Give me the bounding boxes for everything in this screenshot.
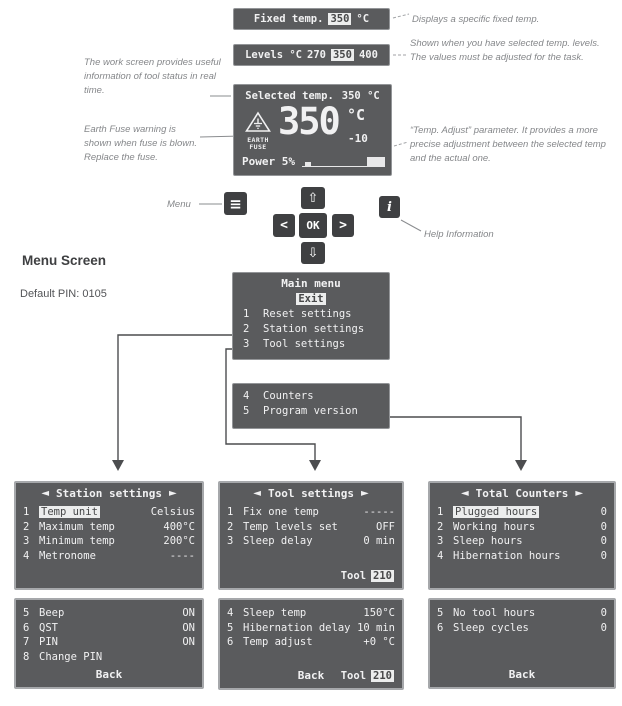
back-button[interactable]: Back [297, 669, 325, 682]
page-right-icon[interactable]: ► [168, 488, 177, 499]
selected-temp-label: Selected temp. [245, 90, 334, 102]
current-temp-unit: °C [347, 106, 366, 124]
row-beep[interactable]: 5 Beep ON [23, 607, 195, 620]
total-counters-screen-1 [428, 481, 616, 590]
info-button[interactable] [379, 196, 400, 218]
main-menu-screen [232, 272, 390, 360]
levels-value-1: 270 [307, 49, 326, 61]
annotation-work-screen: The work screen provides useful information of tool status in real time. [84, 57, 221, 96]
station-settings-screen-1 [14, 481, 204, 590]
annotation-help: Help Information [424, 229, 494, 240]
menu-item-program-version[interactable]: 5 Program version [243, 405, 358, 417]
main-menu-title: Main menu [281, 277, 341, 290]
down-button[interactable] [301, 242, 325, 264]
earth-fuse-warning-icon [245, 111, 271, 133]
row-pin[interactable]: 7 PIN ON [23, 636, 195, 649]
row-temp-unit[interactable]: 1 Temp unit Celsius [23, 506, 195, 519]
fixed-temp-value: 350 [330, 13, 350, 25]
row-fix-one-temp[interactable]: 1 Fix one temp ----- [227, 506, 395, 519]
tool-indicator: Tool 210 [340, 670, 392, 682]
tool-number: 210 [373, 670, 392, 682]
row-temp-levels-set[interactable]: 2 Temp levels set OFF [227, 520, 395, 533]
row-temp-adjust[interactable]: 6 Temp adjust +0 °C [227, 636, 395, 649]
tool-settings-title: ◄ Tool settings ► [253, 487, 369, 500]
levels-value-2: 350 [332, 49, 352, 61]
row-metronome[interactable]: 4 Metronome ---- [23, 549, 195, 562]
power-label: Power 5% [242, 155, 295, 168]
up-button[interactable] [301, 187, 325, 209]
power-bar-fill [305, 162, 311, 166]
annotation-fixed-temp: Displays a specific fixed temp. [412, 14, 540, 25]
arrow-down-icon: ⇩ [307, 245, 319, 261]
fixed-temp-unit: °C [356, 13, 370, 25]
row-working-hours[interactable]: 2 Working hours 0 [437, 520, 607, 533]
arrow-up-icon: ⇧ [307, 190, 319, 206]
annotation-temp-adjust: “Temp. Adjust” parameter. It provides a more precise adjustment between the selected temp and the actual one. [410, 125, 606, 164]
page-left-icon[interactable]: ◄ [460, 488, 469, 499]
back-button[interactable]: Back [508, 668, 536, 681]
levels-label: Levels °C [245, 49, 302, 61]
ok-button[interactable]: OK [299, 213, 327, 238]
fuse-word: FUSE [249, 143, 267, 151]
back-button[interactable]: Back [95, 668, 123, 681]
menu-item-counters[interactable]: 4 Counters [243, 390, 314, 402]
power-bar-end-marker [367, 157, 385, 166]
tool-settings-screen-2 [218, 598, 404, 690]
row-sleep-temp[interactable]: 4 Sleep temp 150°C [227, 607, 395, 620]
row-maximum-temp[interactable]: 2 Maximum temp 400°C [23, 520, 195, 533]
levels-value-3: 400 [358, 49, 378, 61]
temp-levels-screen [233, 44, 390, 66]
row-sleep-hours[interactable]: 3 Sleep hours 0 [437, 535, 607, 548]
default-pin-text: Default PIN: 0105 [20, 288, 107, 300]
total-counters-screen-2 [428, 598, 616, 689]
row-no-tool-hours[interactable]: 5 No tool hours 0 [437, 607, 607, 620]
page-left-icon[interactable]: ◄ [41, 488, 50, 499]
row-sleep-delay[interactable]: 3 Sleep delay 0 min [227, 535, 395, 548]
fixed-temp-screen [233, 8, 390, 30]
row-hibernation-delay[interactable]: 5 Hibernation delay 10 min [227, 621, 395, 634]
chevron-right-icon: > [339, 218, 347, 233]
menu-icon: ≡ [229, 194, 242, 213]
power-bar [302, 156, 385, 167]
menu-item-tool-settings[interactable]: 3 Tool settings [243, 338, 346, 350]
menu-item-exit[interactable]: Exit [298, 293, 324, 305]
annotation-earth-fuse: Earth Fuse warning is shown when fuse is blown. Replace the fuse. [84, 124, 198, 163]
info-icon: i [387, 199, 392, 215]
earth-word: EARTH [247, 136, 269, 144]
work-screen [233, 84, 392, 176]
row-sleep-cycles[interactable]: 6 Sleep cycles 0 [437, 621, 607, 634]
row-qst[interactable]: 6 QST ON [23, 621, 195, 634]
main-menu-screen-2 [232, 383, 390, 429]
station-settings-title: ◄ Station settings ► [41, 487, 177, 500]
tool-indicator: Tool 210 [340, 570, 392, 582]
selected-temp-value: 350 °C [341, 90, 380, 102]
left-button[interactable] [273, 214, 295, 237]
temp-adjust-value: -10 [348, 132, 368, 145]
total-counters-title: ◄ Total Counters ► [460, 487, 584, 500]
menu-item-reset-settings[interactable]: 1 Reset settings [243, 308, 352, 320]
row-plugged-hours[interactable]: 1 Plugged hours 0 [437, 506, 607, 519]
page-right-icon[interactable]: ► [575, 488, 584, 499]
row-hibernation-hours[interactable]: 4 Hibernation hours 0 [437, 549, 607, 562]
annotation-levels: Shown when you have selected temp. levels. The values must be adjusted for the task. [410, 38, 600, 63]
tool-settings-screen-1 [218, 481, 404, 590]
station-settings-screen-2 [14, 598, 204, 689]
row-change-pin[interactable]: 8 Change PIN [23, 650, 103, 663]
tool-number: 210 [373, 570, 392, 582]
page-right-icon[interactable]: ► [361, 488, 369, 499]
annotation-menu: Menu [167, 199, 191, 210]
menu-button[interactable] [224, 192, 247, 215]
right-button[interactable] [332, 214, 354, 237]
menu-item-station-settings[interactable]: 2 Station settings [243, 323, 365, 335]
row-minimum-temp[interactable]: 3 Minimum temp 200°C [23, 535, 195, 548]
current-temp-value: 350 [278, 100, 339, 143]
earth-fuse-indicator [242, 111, 274, 151]
section-heading: Menu Screen [22, 253, 107, 268]
page-left-icon[interactable]: ◄ [253, 488, 261, 499]
fixed-temp-label: Fixed temp. [253, 13, 324, 25]
chevron-left-icon: < [280, 218, 288, 233]
